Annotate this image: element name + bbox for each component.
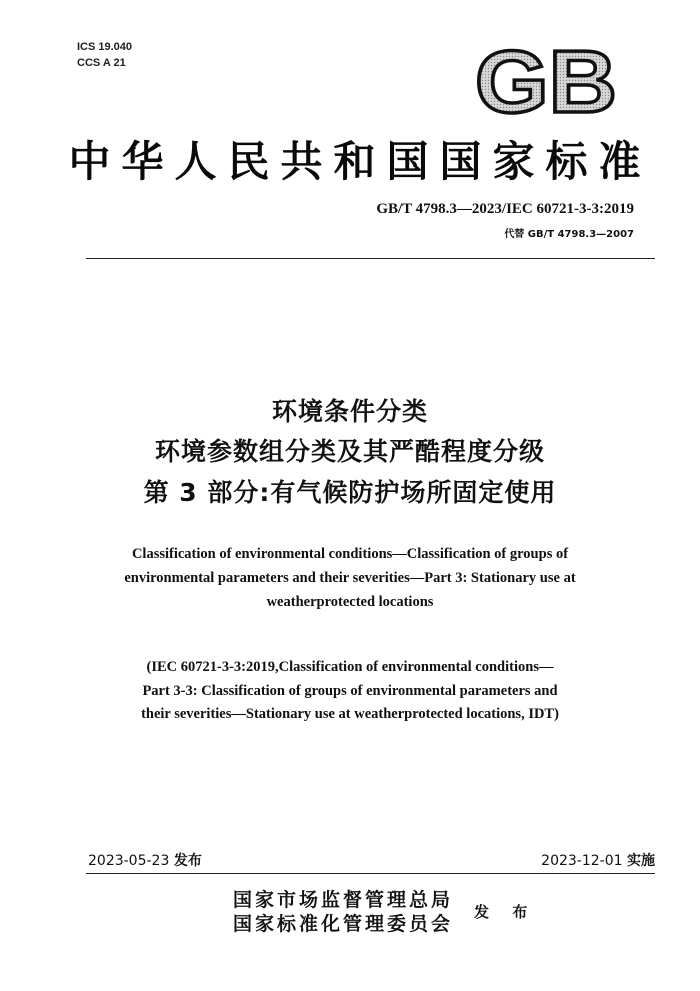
title-en-line2: environmental parameters and their severities—Part 3: Stationary use at [124,570,576,586]
standard-name: 中华人民共和国国家标准 [68,137,652,186]
title-zh-line3: 第 3 部分:有气候防护场所固定使用 [143,478,557,507]
adoption-line1: (IEC 60721-3-3:2019,Classification of environmental conditions— [146,659,554,675]
ics-code: ICS 19.040 [77,41,133,53]
header-divider [86,258,655,259]
adoption-note [90,656,610,727]
issue-date [88,850,202,870]
ccs-code: CCS A 21 [77,57,126,69]
title-en-line1: Classification of environmental conditions—Classification of groups of [131,546,569,562]
replaces-note: 代替 GB/T 4798.3—2007 [504,229,634,240]
agency-samr: 国家市场监督管理总局 [233,889,454,911]
publish-label: 发 布 [474,903,537,921]
adoption-line3: their severities—Stationary use at weatherprotected locations, IDT) [141,706,559,722]
standard-number: GB/T 4798.3—2023/IEC 60721-3-3:2019 [376,201,634,217]
title-zh-line2: 环境参数组分类及其严酷程度分级 [154,437,545,466]
title-zh-line1: 环境条件分类 [271,397,428,426]
implementation-date-value: 2023-12-01 [541,853,623,869]
gb-logo-text: GB [475,46,617,118]
implementation-date [541,850,655,870]
issue-date-value: 2023-05-23 [88,853,170,869]
classification-codes [77,39,132,71]
gb-logo [472,46,620,118]
adoption-line2: Part 3-3: Classification of groups of environmental parameters and [142,682,558,699]
implementation-label: 实施 [627,853,655,869]
publishing-agencies [233,888,453,936]
agency-sac: 国家标准化管理委员会 [233,913,454,935]
title-en [90,542,610,614]
title-en-line3: weatherprotected locations [266,594,434,610]
footer-divider [86,873,655,874]
issue-label: 发布 [173,853,202,869]
